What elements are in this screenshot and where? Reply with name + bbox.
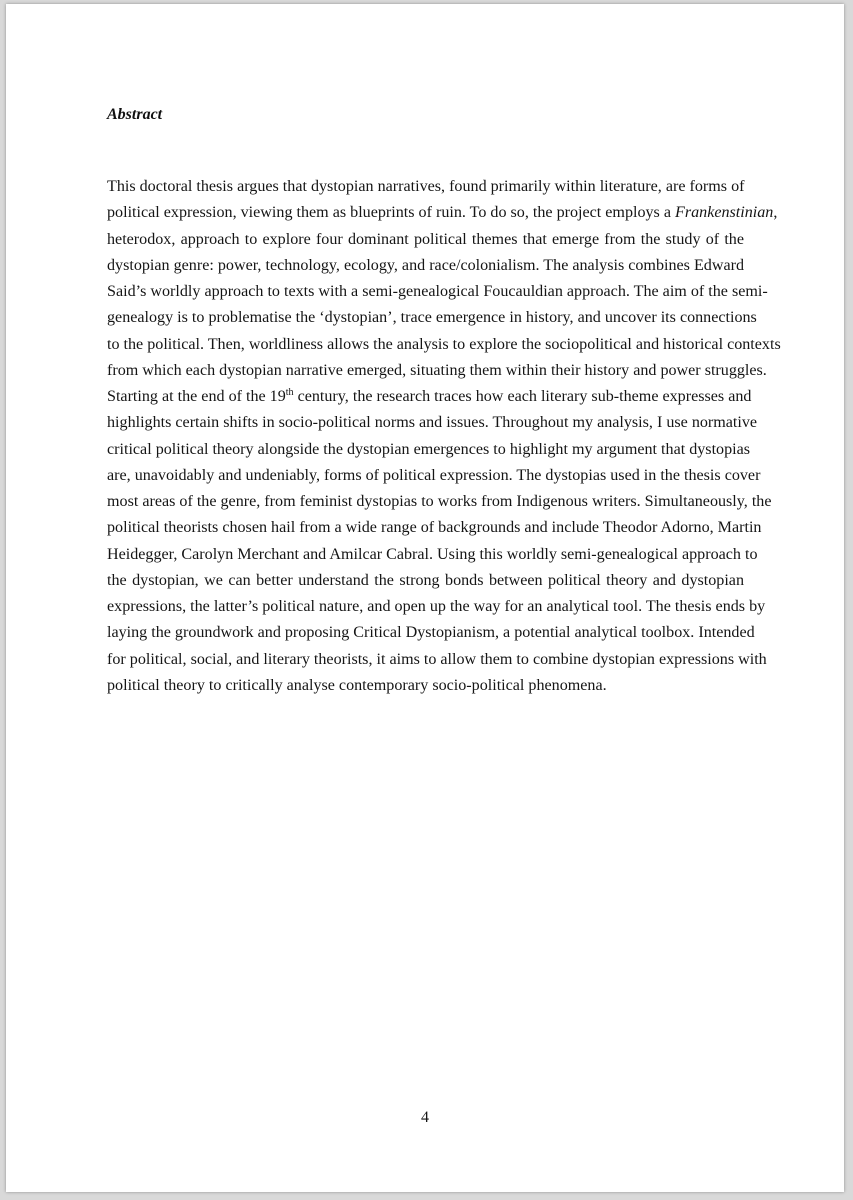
abstract-line-text: political expression, viewing them as blueprints of ruin. To do so, the project employs a xyxy=(107,204,676,222)
abstract-line: highlights certain shifts in socio-political norms and issues. Throughout my analysis, I use normative xyxy=(107,414,758,432)
abstract-line: Heidegger, Carolyn Merchant and Amilcar Cabral. Using this worldly semi-genealogical approach to xyxy=(107,545,758,563)
abstract-line-text: , xyxy=(773,204,778,222)
abstract-line-text: Starting at the end of the 19 xyxy=(107,388,286,405)
abstract-line: critical political theory alongside the dystopian emergences to highlight my argument that dystopias xyxy=(107,440,751,458)
abstract-line xyxy=(107,200,778,226)
italic-term: Frankenstinian xyxy=(675,204,774,222)
abstract-line: expressions, the latter’s political nature, and open up the way for an analytical tool. The thesis ends by xyxy=(107,598,766,615)
abstract-line: the dystopian, we can better understand the strong bonds between political theory and dystopian xyxy=(107,571,744,589)
abstract-line: from which each dystopian narrative emerged, situating them within their history and power struggles. xyxy=(107,361,767,379)
abstract-line: genealogy is to problematise the ‘dystopian’, trace emergence in history, and uncover its connections xyxy=(107,309,757,327)
abstract-line: heterodox, approach to explore four dominant political themes that emerge from the study of the xyxy=(107,230,744,248)
abstract-line: Said’s worldly approach to texts with a semi-genealogical Foucauldian approach. The aim of the semi- xyxy=(107,283,768,300)
abstract-line: dystopian genre: power, technology, ecology, and race/colonialism. The analysis combines Edward xyxy=(107,256,744,274)
page-number: 4 xyxy=(421,1109,429,1126)
abstract-line xyxy=(107,384,752,410)
abstract-line-text: century, the research traces how each literary sub-theme expresses and xyxy=(293,388,752,405)
abstract-line: political theory to critically analyse contemporary socio-political phenomena. xyxy=(107,676,607,694)
abstract-line: are, unavoidably and undeniably, forms of political expression. The dystopias used in the thesis cover xyxy=(107,466,761,484)
abstract-line: for political, social, and literary theorists, it aims to allow them to combine dystopian expressions with xyxy=(107,650,767,668)
document-page xyxy=(6,4,844,1192)
abstract-line: political theorists chosen hail from a wide range of backgrounds and include Theodor Adorno, Martin xyxy=(107,519,762,537)
abstract-heading: Abstract xyxy=(107,106,163,123)
abstract-line: most areas of the genre, from feminist dystopias to works from Indigenous writers. Simultaneously, the xyxy=(107,493,772,510)
abstract-body xyxy=(107,174,781,699)
abstract-line: This doctoral thesis argues that dystopian narratives, found primarily within literature, are forms of xyxy=(107,178,745,195)
abstract-line: laying the groundwork and proposing Critical Dystopianism, a potential analytical toolbox. Intended xyxy=(107,624,755,642)
abstract-line: to the political. Then, worldliness allows the analysis to explore the sociopolitical and historical contexts xyxy=(107,335,781,353)
ordinal-superscript: th xyxy=(285,387,294,398)
